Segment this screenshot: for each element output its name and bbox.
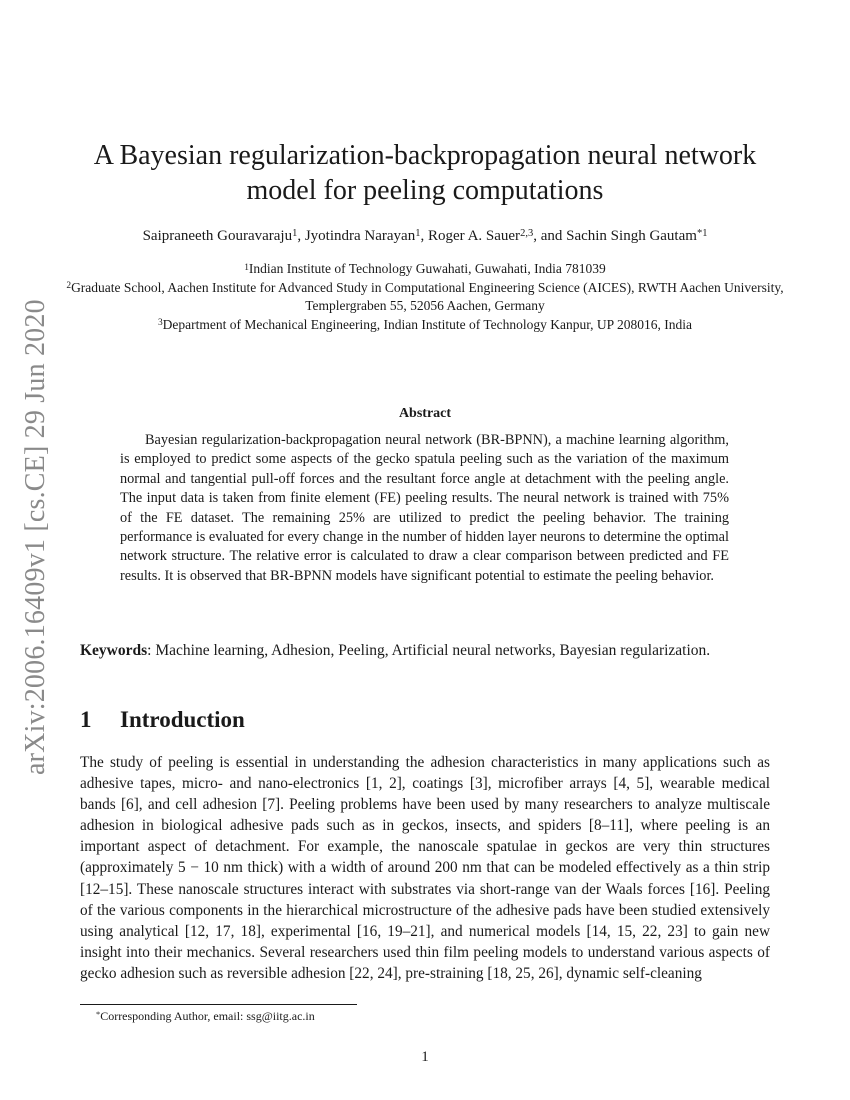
section-number: 1	[80, 707, 92, 732]
title-line-2: model for peeling computations	[246, 175, 604, 206]
author-list	[60, 226, 790, 246]
introduction-body: The study of peeling is essential in understanding the adhesion characteristics in many applications such as adhesive tapes, micro- and nano-electronics [1, 2], coatings [3], microfiber arrays [4, 5], wearable medical bands [6], and cell adhesion [7]. Peeling problems have been used by many researchers to analyze multiscale adhesion in biological adhesive pads such as in geckos, insects, and spiders [8–11], where peeling is an important aspect of detachment. For example, the nanoscale spatulae in geckos are very thin structures (approximately 5 − 10 nm thick) with a width of around 200 nm that can be modeled effectively as a thin strip [12–15]. These nanoscale structures interact with substrates via short-range van der Waals forces [16]. Peeling of the various components in the hierarchical microstructure of the adhesive pads have been studied extensively using analytical [12, 17, 18], experimental [16, 19–21], and numerical models [14, 15, 22, 23] to gain new insight into their mechanics. Several researchers used thin film peeling models to understand various aspects of gecko adhesion such as reversible adhesion [22, 24], pre-straining [18, 25, 26], dynamic self-cleaning	[80, 754, 770, 982]
affiliation-text: Department of Mechanical Engineering, Indian Institute of Technology Kanpur, UP 208016, India	[162, 316, 693, 332]
footnote-divider	[80, 1004, 357, 1005]
arxiv-identifier-stamp: arXiv:2006.16409v1 [cs.CE] 29 Jun 2020	[20, 299, 51, 775]
author-affiliation-mark: 1	[292, 228, 298, 240]
author-name: Saipraneeth Gouravaraju	[142, 228, 293, 244]
footnote-text: Corresponding Author, email: ssg@iitg.ac.in	[100, 1009, 315, 1023]
affiliation-text: Indian Institute of Technology Guwahati, Guwahati, India 781039	[248, 261, 606, 276]
author-affiliation-mark: 2,3	[520, 228, 534, 240]
affiliation-mark: 2	[66, 281, 72, 292]
page-number: 1	[421, 1049, 429, 1065]
author-name: Jyotindra Narayan	[304, 228, 416, 244]
keywords-paragraph	[80, 640, 770, 661]
title-line-1: A Bayesian regularization-backpropagation neural network	[93, 140, 757, 171]
author-affiliation-mark: *1	[696, 228, 708, 240]
section-heading	[80, 707, 245, 733]
author-separator: ,	[297, 228, 305, 244]
author-separator: , and	[533, 228, 567, 244]
author-name: Sachin Singh Gautam	[566, 228, 697, 244]
affiliation-item	[60, 279, 790, 316]
author-name: Roger A. Sauer	[427, 228, 521, 244]
affiliation-mark: 3	[157, 318, 163, 329]
footnote	[96, 1008, 315, 1024]
affiliation-mark: 1	[244, 262, 249, 273]
section-title: Introduction	[120, 707, 245, 732]
footnote-marker: *	[96, 1010, 101, 1020]
keywords-text: : Machine learning, Adhesion, Peeling, Artificial neural networks, Bayesian regularization.	[147, 642, 711, 659]
abstract-body: Bayesian regularization-backpropagation neural network (BR-BPNN), a machine learning algorithm, is employed to predict some aspects of the gecko spatula peeling such as the variation of the maximum normal and tangential pull-off forces and the resultant force angle at detachment with the peeling angle. The input data is taken from finite element (FE) peeling results. The neural network is trained with 75% of the FE dataset. The remaining 25% are utilized to predict the peeling behavior. The training performance is evaluated for every change in the number of hidden layer neurons to determine the optimal network structure. The relative error is calculated to draw a clear comparison between predicted and FE results. It is observed that BR-BPNN models have significant potential to estimate the peeling behavior.	[120, 432, 729, 584]
affiliation-list	[60, 260, 790, 334]
paper-title	[60, 138, 790, 208]
keywords-label: Keywords	[80, 642, 148, 659]
affiliation-item	[60, 316, 790, 335]
affiliation-item	[60, 260, 790, 279]
affiliation-text: Graduate School, Aachen Institute for Advanced Study in Computational Engineering Science (AICES), RWTH Aachen University, Templergraben 55, 52056 Aachen, Germany	[71, 279, 784, 313]
author-affiliation-mark: 1	[415, 228, 421, 240]
abstract-heading: Abstract	[398, 406, 452, 421]
author-separator: ,	[420, 228, 428, 244]
